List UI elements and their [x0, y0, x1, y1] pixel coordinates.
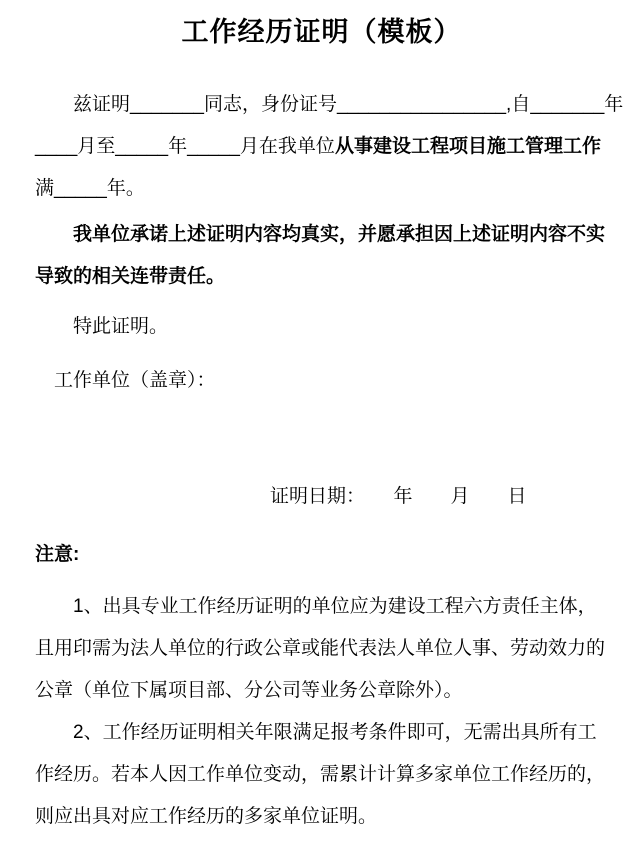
note-heading [35, 534, 608, 576]
text-line [35, 628, 608, 670]
text-line [35, 306, 608, 348]
paragraph-work-unit-seal [35, 360, 608, 402]
text-segment: 证明日期： 年 月 日 [270, 486, 527, 507]
text-segment: 2、工作经历证明相关年限满足报考条件即可，无需出具所有工 [35, 722, 597, 743]
bold-text-segment: 我单位承诺上述证明内容均真实，并愿承担因上述证明内容不实 [35, 224, 606, 245]
text-line [35, 84, 624, 126]
text-segment: 工作单位（盖章）： [35, 370, 216, 391]
text-segment: 特此证明。 [35, 316, 169, 337]
paragraph-certify-statement [35, 84, 624, 210]
text-line [35, 360, 608, 402]
text-line [35, 126, 608, 168]
note-item-2 [35, 712, 608, 838]
paragraph-hereby-certify [35, 306, 608, 348]
text-segment: ____月至_____年_____月在我单位 [35, 136, 335, 157]
text-line [270, 476, 608, 518]
text-line [35, 256, 608, 298]
note-item-1 [35, 586, 608, 712]
paragraph-certificate-date [35, 476, 608, 518]
text-line [35, 712, 608, 754]
text-segment: 作经历。若本人因工作单位变动，需累计计算多家单位工作经历的， [35, 764, 606, 785]
bold-text-segment: 注意: [35, 544, 80, 565]
bold-text-segment: 从事建设工程项目施工管理工作 [334, 136, 601, 157]
text-segment: 则应出具对应工作经历的多家单位证明。 [35, 806, 378, 827]
text-segment: 1、出具专业工作经历证明的单位应为建设工程六方责任主体， [35, 596, 597, 617]
text-line [35, 534, 608, 576]
text-line [35, 796, 608, 838]
text-segment: 兹证明_______同志，身份证号________________,自_______年 [35, 94, 624, 115]
text-line [35, 214, 608, 256]
text-line [35, 586, 608, 628]
text-segment: 公章（单位下属项目部、分公司等业务公章除外）。 [35, 680, 463, 701]
document-title: 工作经历证明（模板） [181, 17, 462, 47]
paragraph-commitment [35, 214, 608, 298]
text-segment: 且用印需为法人单位的行政公章或能代表法人单位人事、劳动效力的 [35, 638, 606, 659]
text-line [35, 754, 608, 796]
text-segment: 满_____年。 [35, 178, 145, 199]
text-line [35, 168, 608, 210]
bold-text-segment: 导致的相关连带责任。 [35, 266, 226, 287]
text-line [35, 670, 608, 712]
